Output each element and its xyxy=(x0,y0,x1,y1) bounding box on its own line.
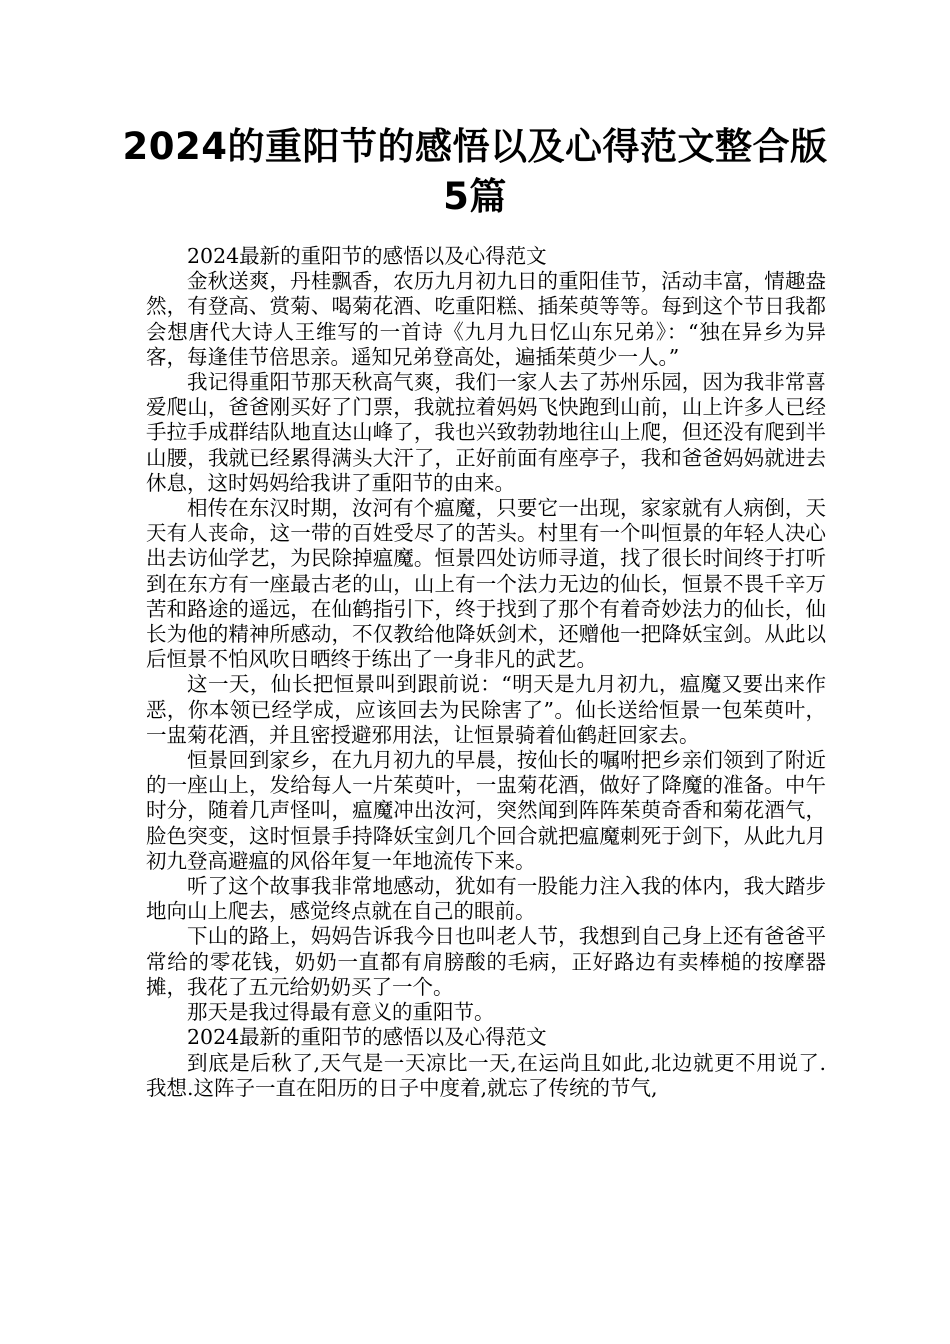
document-body xyxy=(146,244,826,1101)
body-paragraph: 金秋送爽，丹桂飘香，农历九月初九日的重阳佳节，活动丰富，情趣盎然，有登高、赏菊、喝菊花酒、吃重阳糕、插茱萸等等。每到这个节日我都会想唐代大诗人王维写的一首诗《九月九日忆山东兄弟》：“独在异乡为异客，每逢佳节倍思亲。遥知兄弟登高处，遍插茱萸少一人。” xyxy=(146,269,826,369)
section-heading: 2024最新的重阳节的感悟以及心得范文 xyxy=(187,1025,547,1050)
body-paragraph: 听了这个故事我非常地感动，犹如有一股能力注入我的体内，我大踏步地向山上爬去，感觉终点就在自己的眼前。 xyxy=(146,874,826,924)
body-paragraph: 我记得重阳节那天秋高气爽，我们一家人去了苏州乐园，因为我非常喜爱爬山，爸爸刚买好了门票，我就拉着妈妈飞快跑到山前，山上许多人已经手拉手成群结队地直达山峰了，我也兴致勃勃地往山上爬，但还没有爬到半山腰，我就已经累得满头大汗了，正好前面有座亭子，我和爸爸妈妈就进去休息，这时妈妈给我讲了重阳节的由来。 xyxy=(146,370,826,495)
body-paragraph: 下山的路上，妈妈告诉我今日也叫老人节，我想到自己身上还有爸爸平常给的零花钱，奶奶一直都有肩膀酸的毛病，正好路边有卖棒槌的按摩器摊，我花了五元给奶奶买了一个。 xyxy=(146,924,826,999)
body-paragraph: 相传在东汉时期，汝河有个瘟魔，只要它一出现，家家就有人病倒，天天有人丧命，这一带的百姓受尽了的苦头。村里有一个叫恒景的年轻人决心出去访仙学艺，为民除掉瘟魔。恒景四处访师寻道，找了很长时间终于打听到在东方有一座最古老的山，山上有一个法力无边的仙长，恒景不畏千辛万苦和路途的遥远，在仙鹤指引下，终于找到了那个有着奇妙法力的仙长，仙长为他的精神所感动，不仅教给他降妖剑术，还赠他一把降妖宝剑。从此以后恒景不怕风吹日晒终于练出了一身非凡的武艺。 xyxy=(146,496,826,672)
body-paragraph: 到底是后秋了,天气是一天凉比一天,在运尚且如此,北边就更不用说了.我想.这阵子一直在阳历的日子中度着,就忘了传统的节气, xyxy=(146,1050,826,1100)
document-title: 2024的重阳节的感悟以及心得范文整合版5篇 xyxy=(122,125,828,218)
section-heading: 2024最新的重阳节的感悟以及心得范文 xyxy=(187,244,547,268)
body-paragraph: 那天是我过得最有意义的重阳节。 xyxy=(187,1000,495,1025)
body-paragraph: 这一天，仙长把恒景叫到跟前说：“明天是九月初九，瘟魔又要出来作恶，你本领已经学成，应该回去为民除害了”。仙长送给恒景一包茱萸叶，一盅菊花酒，并且密授避邪用法，让恒景骑着仙鹤赶回家去。 xyxy=(146,672,826,747)
body-paragraph: 恒景回到家乡，在九月初九的早晨，按仙长的嘱咐把乡亲们领到了附近的一座山上，发给每人一片茱萸叶，一盅菊花酒，做好了降魔的准备。中午时分，随着几声怪叫，瘟魔冲出汝河，突然闻到阵阵茱萸奇香和菊花酒气，脸色突变，这时恒景手持降妖宝剑几个回合就把瘟魔刺死于剑下，从此九月初九登高避瘟的风俗年复一年地流传下来。 xyxy=(146,748,826,873)
